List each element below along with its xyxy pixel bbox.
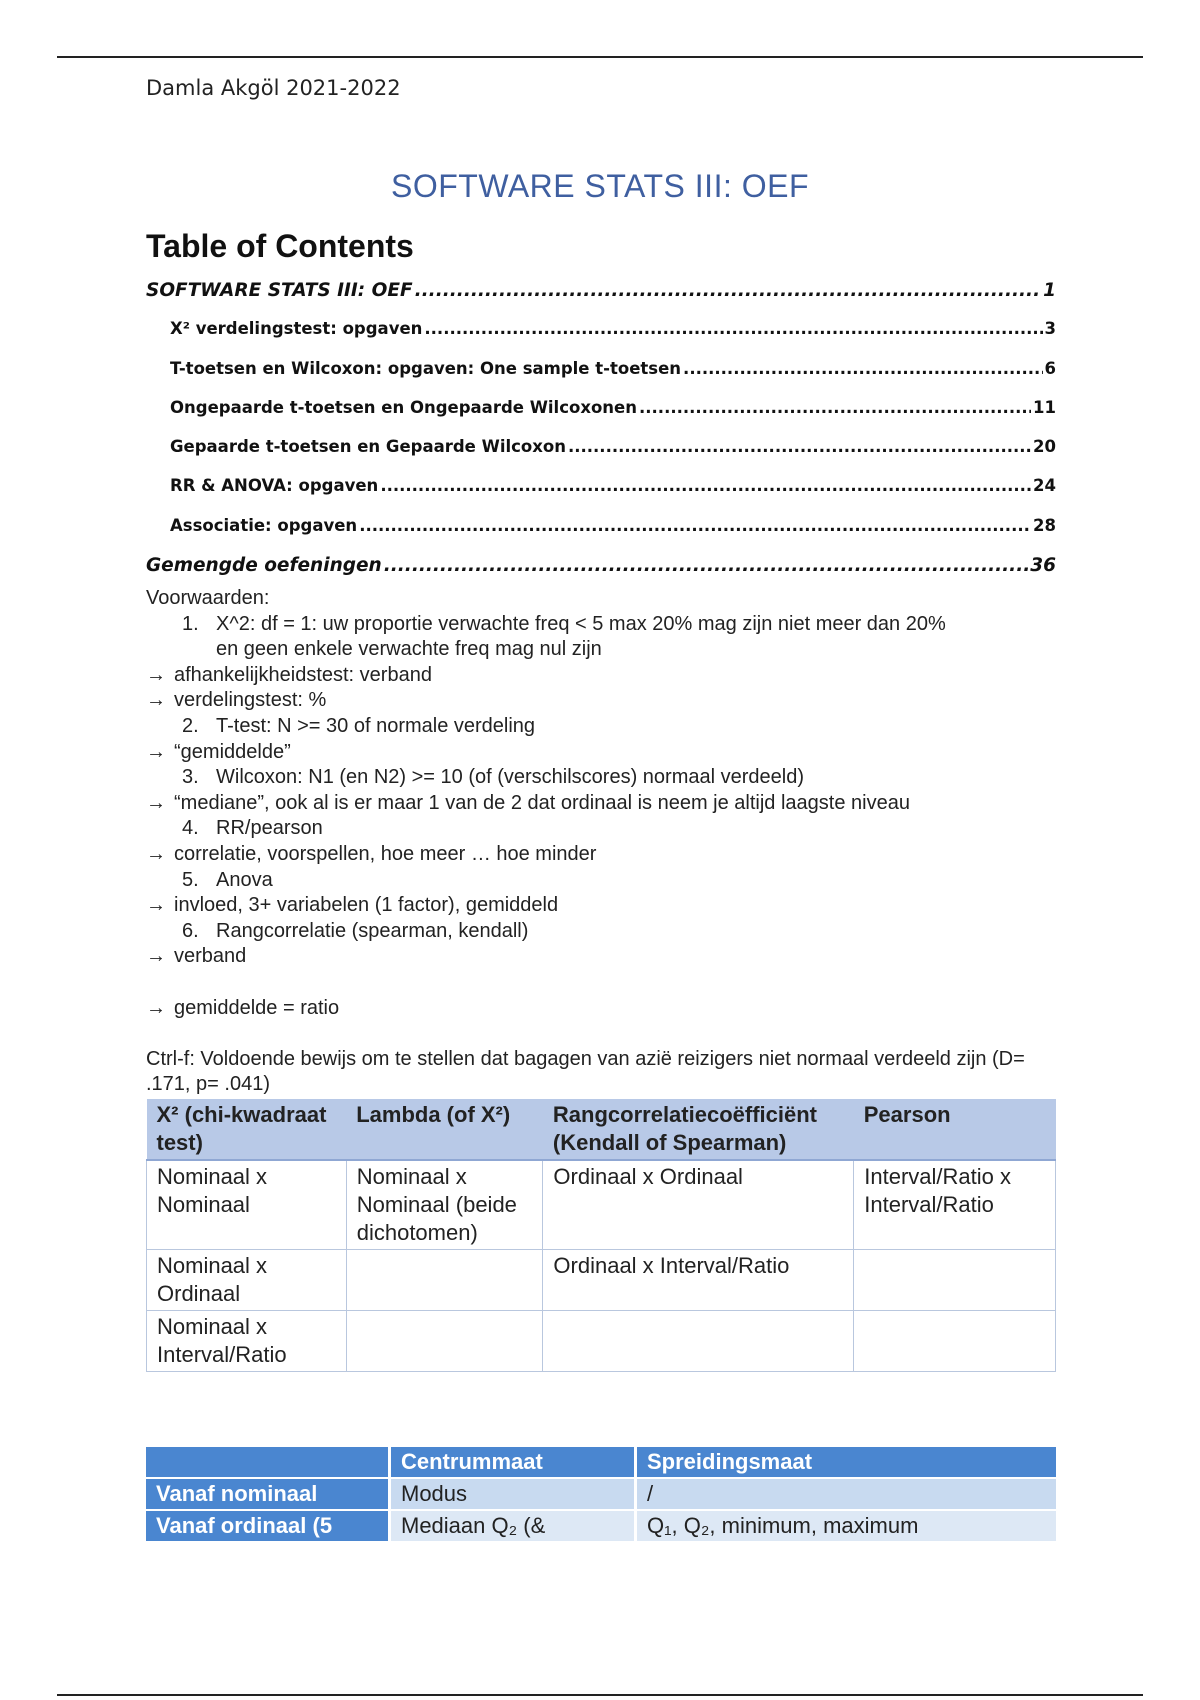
condition-number: 1.: [182, 612, 199, 635]
condition-note-text: verband: [174, 945, 247, 968]
toc-leader-dots: [639, 398, 1031, 417]
condition-text: Rangcorrelatie (spearman, kendall): [216, 919, 529, 942]
condition-item: [146, 612, 1056, 638]
condition-text: Anova: [216, 868, 273, 891]
toc-leader-dots: [384, 555, 1029, 576]
toc-leader-dots: [424, 319, 1042, 338]
condition-note-text: “gemiddelde”: [174, 740, 291, 763]
table-cell: Ordinaal x Ordinaal: [543, 1160, 854, 1250]
document-title: SOFTWARE STATS III: OEF: [390, 168, 810, 204]
condition-item: [146, 714, 1056, 740]
arrow-icon: →: [146, 791, 166, 814]
condition-note-text: verdelingstest: %: [174, 689, 327, 712]
table-cell: /: [636, 1478, 1057, 1510]
toc-leader-dots: [568, 437, 1031, 456]
toc-leader-dots: [359, 516, 1031, 535]
final-note-text: gemiddelde = ratio: [174, 996, 340, 1019]
arrow-icon: →: [146, 894, 166, 917]
toc-entry-label: Gemengde oefeningen: [146, 555, 382, 577]
arrow-icon: →: [146, 842, 166, 865]
table-cell: Interval/Ratio x Interval/Ratio: [854, 1160, 1056, 1250]
header-cell: Pearson: [854, 1099, 1056, 1160]
arrow-icon: →: [146, 996, 166, 1019]
measures-table: [146, 1447, 1056, 1543]
toc-entry-label: Associatie: opgaven: [170, 515, 358, 535]
table-cell: Mediaan Q₂ (&: [390, 1510, 636, 1542]
blank-line: [146, 1021, 1056, 1047]
table-cell: [346, 1311, 543, 1372]
table-cell: Nominaal x Nominaal (beide dichotomen): [346, 1160, 543, 1250]
table-header-row: [146, 1447, 1056, 1478]
header-rule: [57, 56, 1143, 58]
toc-entry-page: 1: [1043, 280, 1056, 301]
condition-note: [146, 944, 1056, 970]
condition-text: X^2: df = 1: uw proportie verwachte freq < 5 max 20% mag zijn niet meer dan 20%: [216, 612, 946, 635]
arrow-icon: →: [146, 663, 166, 686]
toc-entry-page: 6: [1044, 358, 1056, 378]
table-cell: Modus: [390, 1478, 636, 1510]
table-cell: Nominaal x Ordinaal: [147, 1250, 347, 1311]
condition-number: 6.: [182, 919, 199, 942]
header-cell: Rangcorrelatiecoëfficiënt (Kendall of Spearman): [543, 1099, 854, 1160]
condition-item: [146, 816, 1056, 842]
table-cell: Ordinaal x Interval/Ratio: [543, 1250, 854, 1311]
row-header-cell: Vanaf nominaal: [146, 1478, 390, 1510]
table-cell: [854, 1311, 1056, 1372]
toc-entry[interactable]: [146, 319, 1056, 358]
toc-leader-dots: [415, 280, 1042, 301]
table-header-row: [147, 1099, 1056, 1160]
toc-heading: Table of Contents: [146, 228, 414, 264]
condition-text: T-test: N >= 30 of normale verdeling: [216, 714, 536, 737]
condition-number: 4.: [182, 817, 199, 840]
condition-note: [146, 893, 1056, 919]
final-note: [146, 996, 1056, 1022]
arrow-icon: →: [146, 740, 166, 763]
condition-number: 2.: [182, 714, 199, 737]
condition-note: [146, 791, 1056, 817]
table-cell: [543, 1311, 854, 1372]
header-cell: Centrummaat: [390, 1447, 636, 1478]
header-cell: X² (chi-kwadraat test): [147, 1099, 347, 1160]
toc-entry[interactable]: [146, 359, 1056, 398]
table-cell: Q₁, Q₂, minimum, maximum: [636, 1510, 1057, 1542]
toc-entry-label: RR & ANOVA: opgaven: [170, 476, 379, 496]
table-cell: [854, 1250, 1056, 1311]
document-header: Damla Akgöl 2021-2022: [146, 76, 401, 100]
table-cell: Nominaal x Interval/Ratio: [147, 1311, 347, 1372]
row-header-cell: Vanaf ordinaal (5: [146, 1510, 390, 1542]
toc-entry[interactable]: [146, 437, 1056, 476]
toc-entry[interactable]: [146, 280, 1056, 319]
toc-entry-label: T-toetsen en Wilcoxon: opgaven: One sample t-toetsen: [170, 358, 682, 378]
toc-leader-dots: [683, 359, 1042, 378]
condition-note: [146, 663, 1056, 689]
association-table: [146, 1099, 1056, 1372]
corner-cell: [146, 1447, 390, 1478]
header-cell: Spreidingsmaat: [636, 1447, 1057, 1478]
ctrl-f-note: Ctrl-f: Voldoende bewijs om te stellen dat bagagen van azië reizigers niet normaal verdeeld zijn (D= .171, p= .041): [146, 1047, 1025, 1096]
condition-note: [146, 688, 1056, 714]
conditions-heading: Voorwaarden:: [146, 587, 270, 609]
table-cell: Nominaal x Nominaal: [147, 1160, 347, 1250]
table-row: [147, 1311, 1056, 1372]
arrow-icon: →: [146, 945, 166, 968]
table-row: [147, 1160, 1056, 1250]
header-cell: Lambda (of X²): [346, 1099, 543, 1160]
toc-entry[interactable]: [146, 398, 1056, 437]
table-row: [146, 1478, 1056, 1510]
condition-note-text: correlatie, voorspellen, hoe meer … hoe minder: [174, 842, 597, 865]
blank-line: [146, 970, 1056, 996]
toc-entry-page: 36: [1030, 555, 1056, 577]
condition-note-text: invloed, 3+ variabelen (1 factor), gemiddeld: [174, 894, 559, 917]
condition-item: [146, 919, 1056, 945]
table-of-contents: [146, 280, 1056, 594]
toc-entry-label: SOFTWARE STATS III: OEF: [146, 280, 413, 301]
toc-leader-dots: [380, 476, 1031, 495]
toc-entry-label: Ongepaarde t-toetsen en Ongepaarde Wilcoxonen: [170, 397, 637, 417]
condition-number: 3.: [182, 766, 199, 789]
table-cell: [346, 1250, 543, 1311]
condition-note-text: “mediane”, ook al is er maar 1 van de 2 dat ordinaal is neem je altijd laagste niveau: [174, 791, 910, 814]
table-row: [146, 1510, 1056, 1542]
arrow-icon: →: [146, 689, 166, 712]
conditions-section: [146, 586, 1056, 1098]
condition-item: [146, 765, 1056, 791]
toc-entry-label: X² verdelingstest: opgaven: [170, 319, 423, 339]
condition-item: [146, 868, 1056, 894]
condition-number: 5.: [182, 868, 199, 891]
table-row: [147, 1250, 1056, 1311]
condition-text: Wilcoxon: N1 (en N2) >= 10 (of (verschilscores) normaal verdeeld): [216, 766, 804, 789]
condition-text: RR/pearson: [216, 817, 323, 840]
toc-entry-page: 3: [1044, 319, 1056, 339]
condition-note: [146, 842, 1056, 868]
condition-continuation: en geen enkele verwachte freq mag nul zijn: [216, 638, 602, 661]
condition-note: [146, 740, 1056, 766]
toc-entry-page: 11: [1033, 397, 1056, 417]
toc-entry-page: 28: [1033, 515, 1056, 535]
toc-entry[interactable]: [146, 516, 1056, 555]
toc-entry-label: Gepaarde t-toetsen en Gepaarde Wilcoxon: [170, 437, 566, 457]
footer-rule: [57, 1694, 1143, 1696]
condition-note-text: afhankelijkheidstest: verband: [174, 663, 432, 686]
toc-entry[interactable]: [146, 476, 1056, 515]
toc-entry-page: 24: [1033, 476, 1056, 496]
toc-entry-page: 20: [1033, 437, 1056, 457]
